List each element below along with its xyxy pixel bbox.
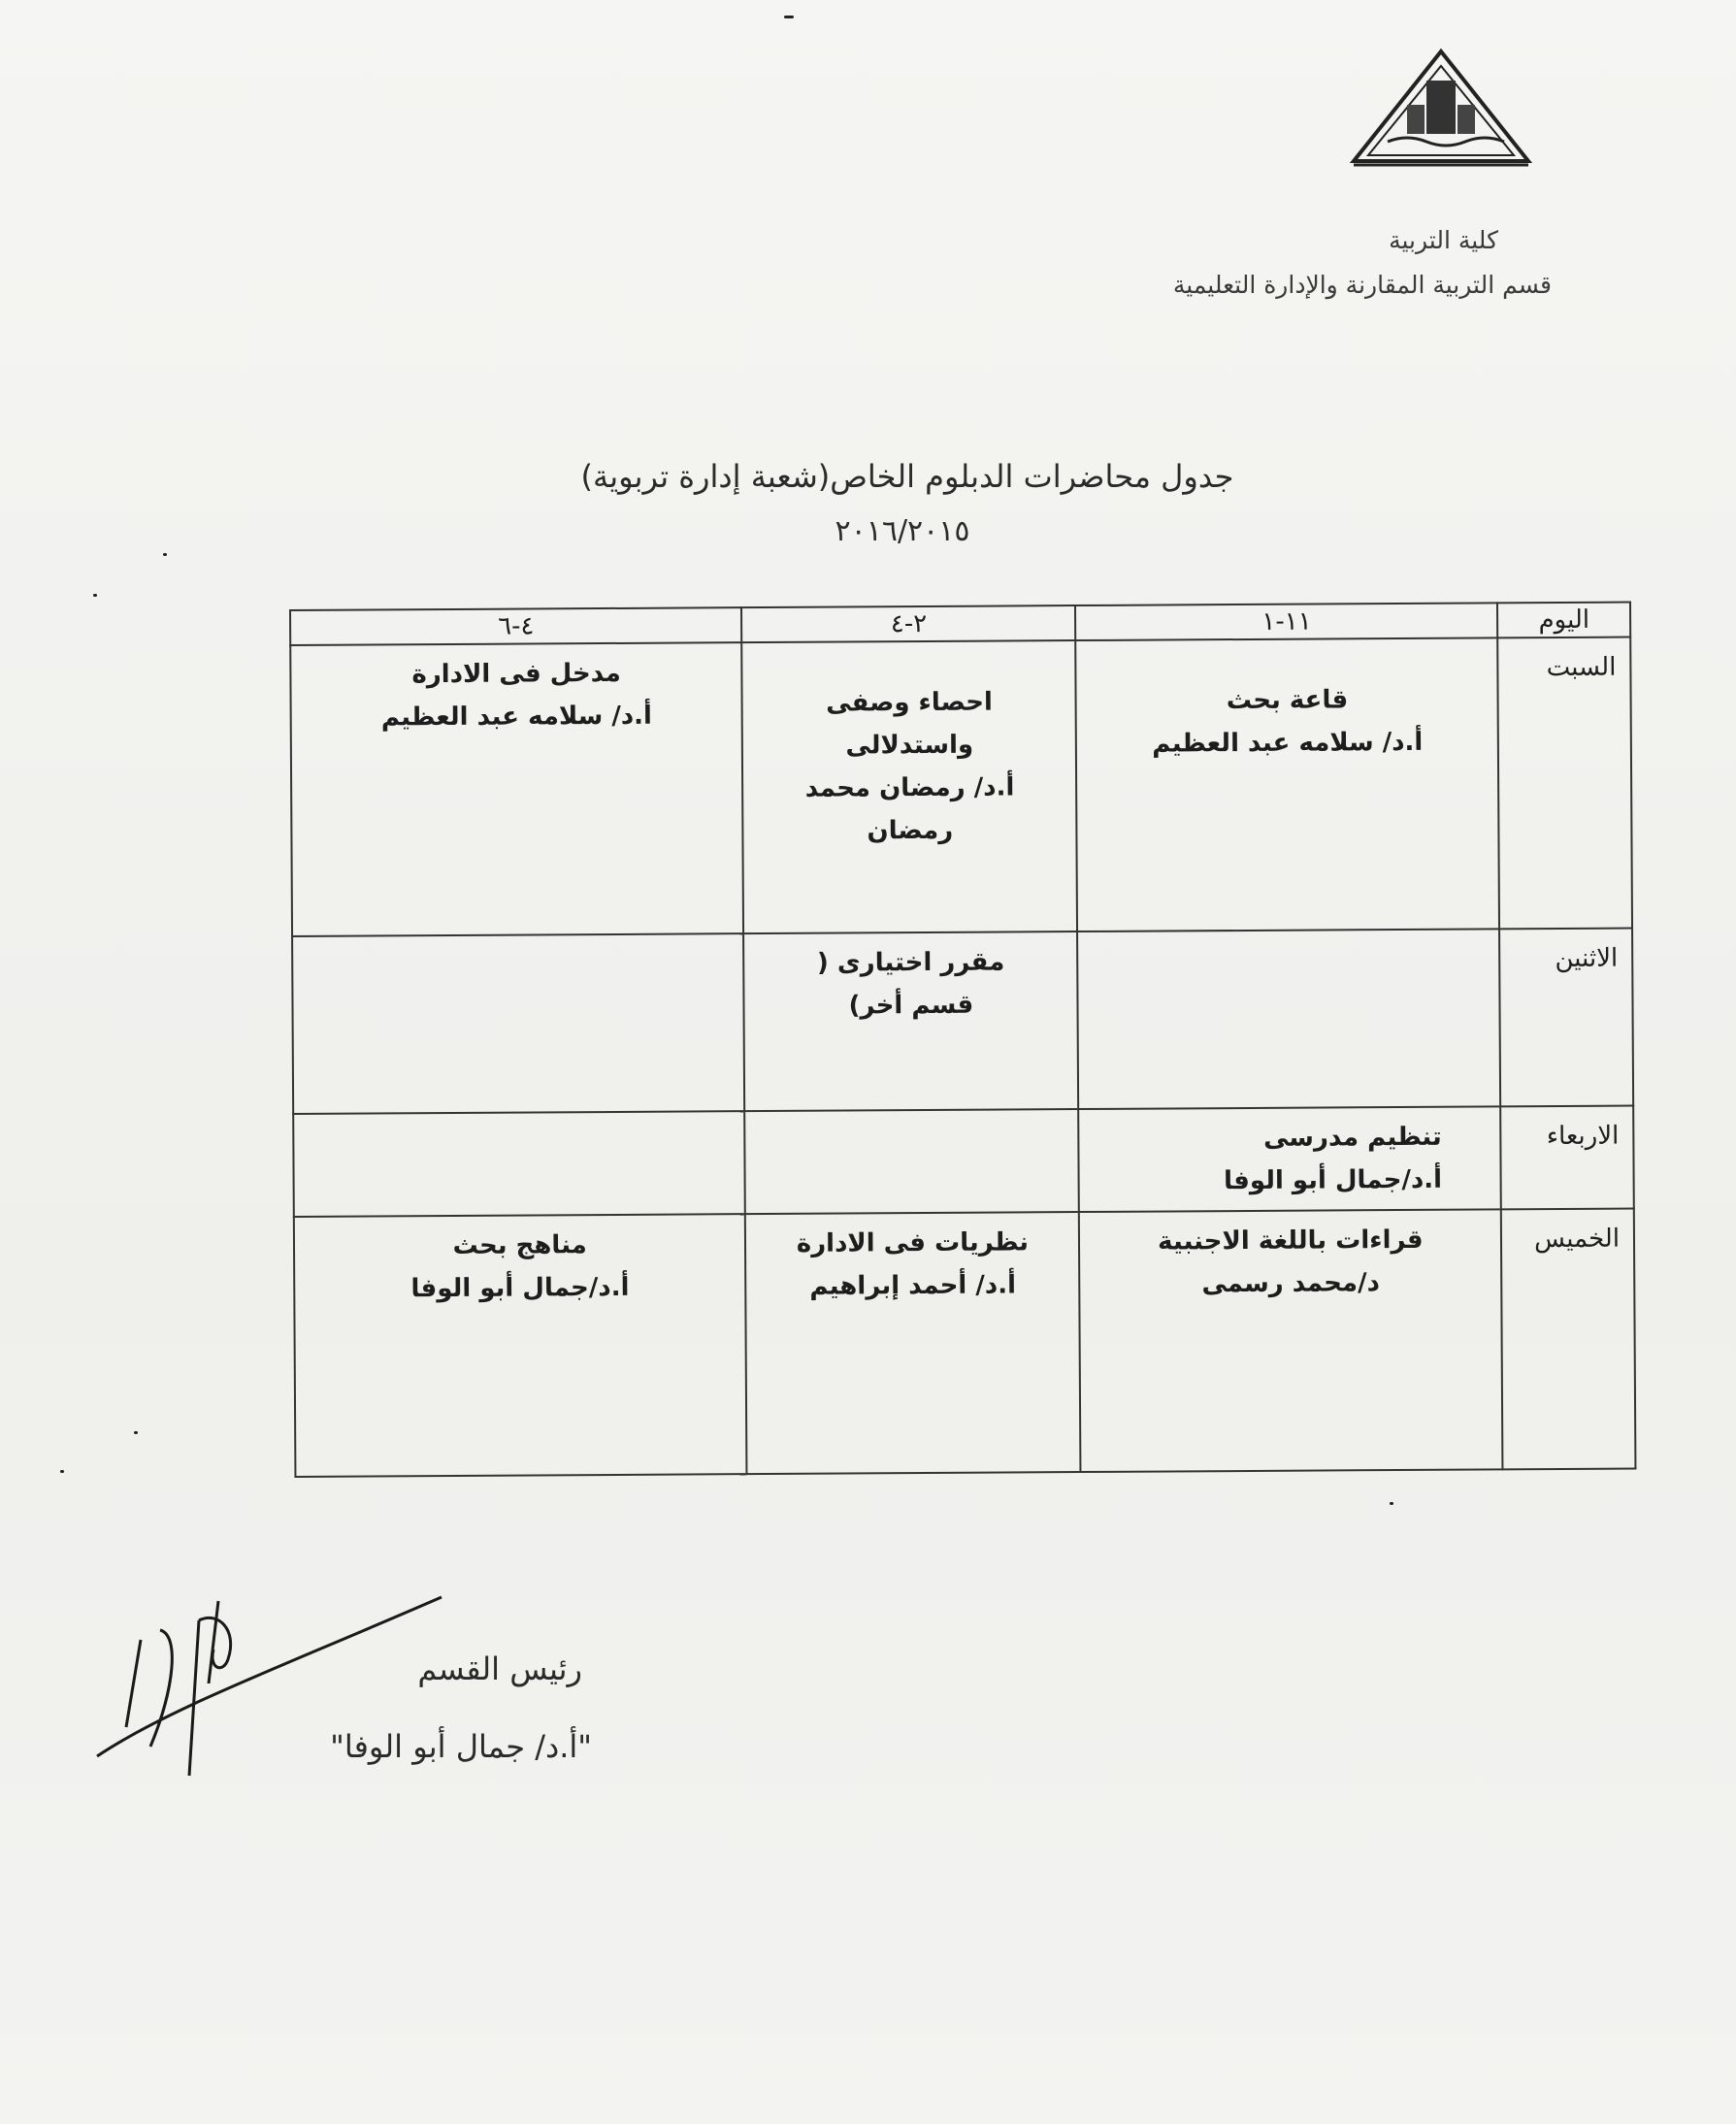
- course-name: مدخل فى الادارة: [411, 658, 621, 690]
- speck: [784, 16, 794, 18]
- course-name: تنظيم مدرسى: [1262, 1122, 1442, 1153]
- schedule-cell: [293, 1111, 745, 1217]
- schedule-cell: [742, 640, 1078, 933]
- day-cell: السبت: [1498, 637, 1632, 930]
- header-day: اليوم: [1497, 603, 1630, 638]
- course-name: قاعة بحث: [1226, 685, 1349, 716]
- day-cell: الاثنين: [1499, 929, 1633, 1107]
- header-slot-3: ٤-٦: [290, 607, 742, 645]
- university-logo-icon: [1349, 47, 1533, 168]
- course-name: قراءات باللغة الاجنبية: [1158, 1225, 1424, 1257]
- course-name: نظريات فى الادارة: [796, 1227, 1030, 1258]
- department-name: قسم التربية المقارنة والإدارة التعليمية: [1172, 271, 1552, 299]
- professor-name: أ.د/ أحمد إبراهيم: [809, 1270, 1017, 1301]
- course-name: [1092, 937, 1485, 939]
- professor-name: أ.د/ رمضان محمد رمضان: [804, 772, 1015, 846]
- speck: [93, 594, 97, 597]
- professor-name: أ.د/جمال أبو الوفا: [410, 1272, 630, 1304]
- table-row: [290, 637, 1632, 936]
- signatory-name: "أ.د/ جمال أبو الوفا": [330, 1728, 592, 1765]
- course-name: مناهج بحث: [452, 1230, 587, 1260]
- signatory-role: رئيس القسم: [417, 1650, 582, 1687]
- day-cell: الاربعاء: [1501, 1106, 1634, 1210]
- academic-year: ٢٠١٦/٢٠١٥: [835, 514, 970, 548]
- schedule-cell: [743, 931, 1078, 1111]
- header-slot-2: ٢-٤: [741, 605, 1075, 642]
- schedule-table: [289, 602, 1636, 1478]
- course-name: احصاء وصفى واستدلالى: [826, 687, 993, 761]
- schedule-cell: [290, 642, 743, 936]
- schedule-cell: [1079, 1106, 1502, 1212]
- speck: [163, 553, 167, 556]
- signature-block: [223, 1630, 592, 1785]
- professor-name: د/محمد رسمى: [1201, 1268, 1380, 1299]
- table-row: [294, 1209, 1636, 1477]
- course-name: مقرر اختيارى ( قسم أخر): [816, 947, 1005, 1021]
- page-title: جدول محاضرات الدبلوم الخاص(شعبة إدارة تربوية): [580, 458, 1234, 495]
- faculty-name: كلية التربية: [1389, 226, 1498, 254]
- professor-name: أ.د/ سلامه عبد العظيم: [1152, 727, 1424, 759]
- course-name: [307, 942, 729, 945]
- table-row: [293, 1106, 1634, 1217]
- schedule-cell: [745, 1212, 1081, 1474]
- speck: [1390, 1502, 1393, 1505]
- schedule-cell: [1076, 637, 1500, 931]
- schedule-cell: [294, 1214, 747, 1477]
- speck: [60, 1470, 64, 1473]
- schedule-cell: [1079, 1209, 1503, 1472]
- professor-name: أ.د/جمال أبو الوفا: [1223, 1164, 1443, 1196]
- institution-header: [872, 218, 1552, 308]
- table-row: [292, 929, 1633, 1114]
- speck: [134, 1431, 138, 1434]
- schedule-cell: [292, 933, 745, 1114]
- day-cell: الخميس: [1501, 1209, 1635, 1470]
- header-slot-1: ١١-١: [1075, 603, 1497, 640]
- schedule-cell: [745, 1109, 1080, 1214]
- schedule-cell: [1077, 929, 1500, 1109]
- professor-name: أ.د/ سلامه عبد العظيم: [380, 701, 652, 733]
